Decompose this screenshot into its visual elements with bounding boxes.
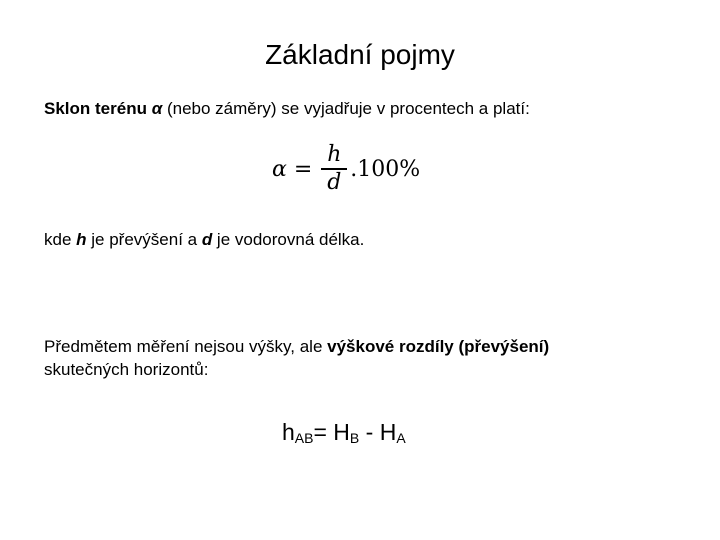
expl-t1: kde (44, 230, 77, 249)
f2-sub-ab: AB (294, 430, 314, 446)
slope-definition-rest: (nebo záměry) se vyjadřuje v procentech a platí: (162, 99, 530, 118)
alpha-symbol: α (151, 99, 163, 118)
expl-t3: je vodorovná délka. (212, 230, 365, 249)
f2-sub-b: B (349, 430, 360, 446)
measure-t1: Předmětem měření nejsou výšky, ale (44, 337, 328, 356)
expl-h: h (76, 230, 87, 249)
measurement-text-line1 (44, 336, 549, 358)
height-difference-formula (282, 418, 406, 452)
formula-equals: = (293, 156, 313, 182)
page-title: Základní pojmy (265, 39, 455, 70)
f2-minus: - H (359, 419, 397, 445)
slope-term: Sklon terénu (44, 99, 147, 118)
expl-d: d (201, 230, 213, 249)
expl-t2: je převýšení a (86, 230, 202, 249)
f2-eq: = H (313, 419, 350, 445)
slope-formula (272, 138, 420, 200)
f2-h: h (282, 419, 295, 445)
formula-percent: .100% (350, 156, 421, 182)
slope-definition-text (44, 98, 530, 120)
formula-fraction (321, 142, 347, 196)
formula-alpha: α (272, 156, 287, 182)
measure-bold: výškové rozdíly (převýšení) (327, 337, 550, 356)
fraction-denominator: d (327, 169, 342, 195)
fraction-numerator: h (327, 142, 342, 168)
variable-explanation (44, 229, 364, 251)
measurement-text-line2: skutečných horizontů: (44, 360, 209, 379)
f2-sub-a: A (396, 430, 406, 446)
